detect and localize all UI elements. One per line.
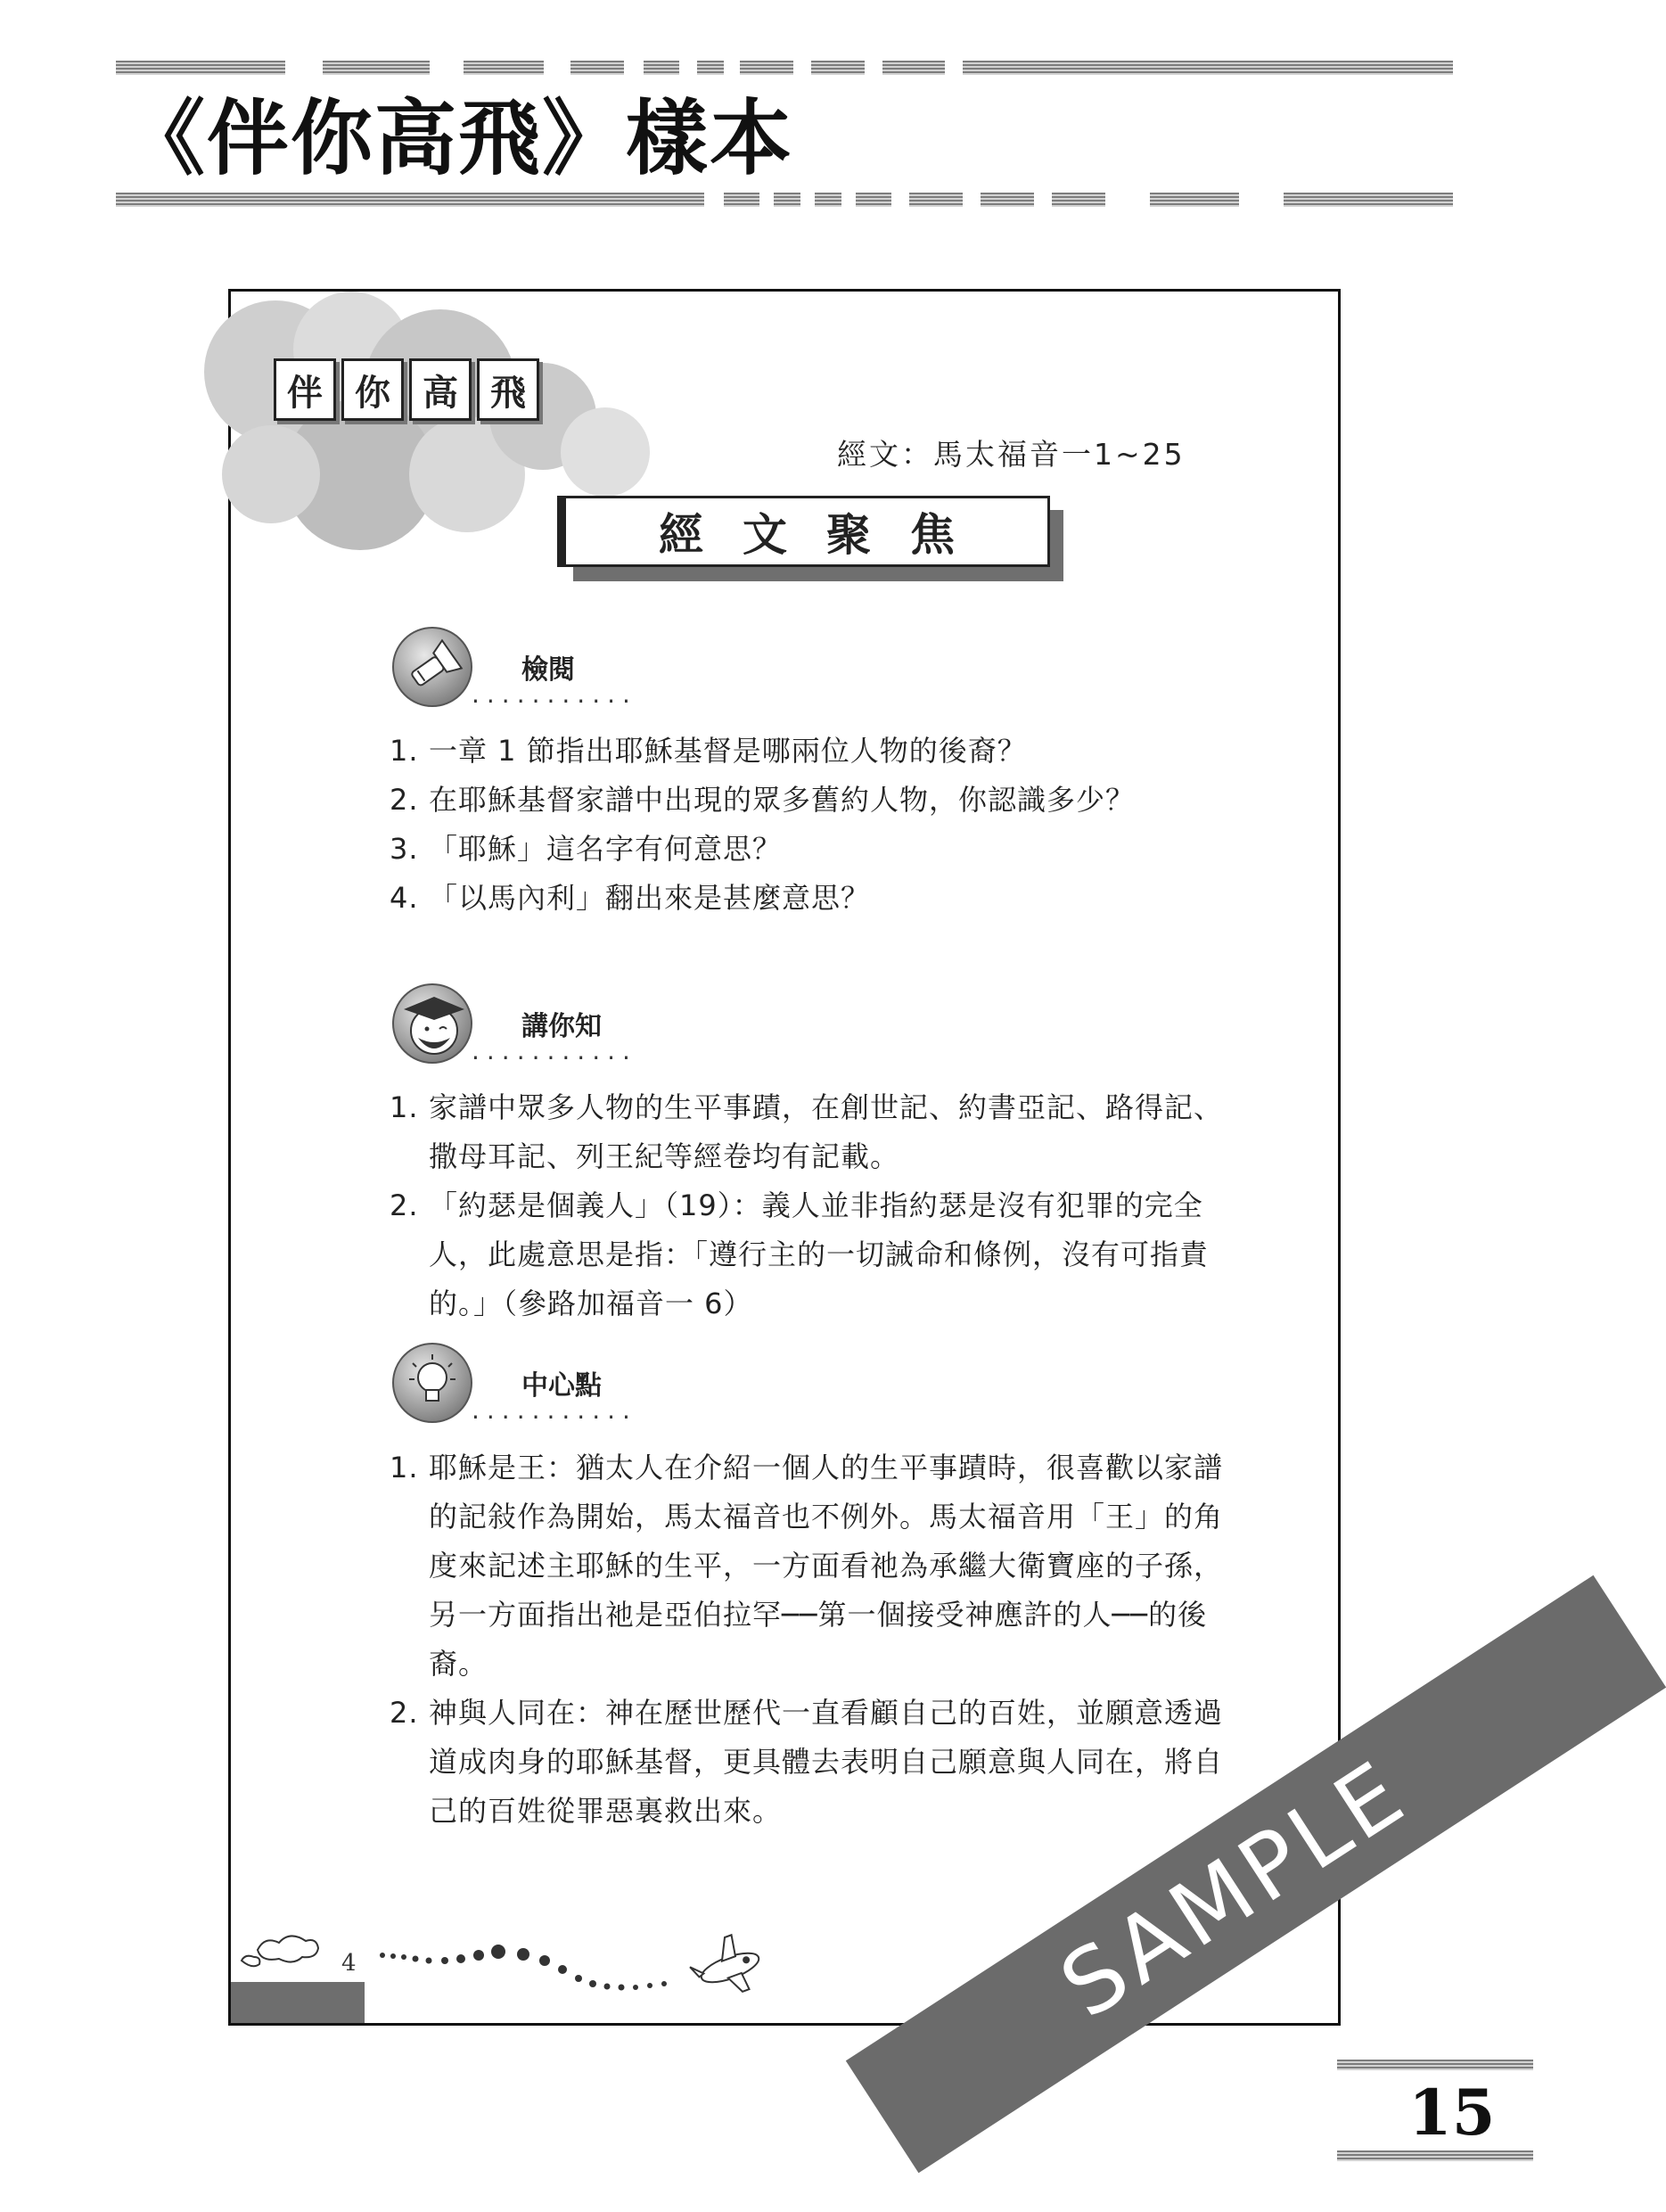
header-bar-top-6 xyxy=(697,61,724,75)
dotted-trail-decoration xyxy=(231,292,1338,2023)
header-bar-bottom-3 xyxy=(774,193,800,207)
page-number: 15 xyxy=(1408,2076,1496,2150)
item-number: 4. xyxy=(390,881,419,915)
focus-title: 經文聚焦 xyxy=(659,509,994,561)
sample-watermark-text: SAMPLE xyxy=(1042,1739,1425,2038)
brand-char: 飛 xyxy=(477,358,539,421)
section-title: 中心點 xyxy=(521,1370,602,1402)
header-bar-top-1 xyxy=(116,61,285,75)
item-number: 2. xyxy=(390,1188,419,1222)
header-bar-top-2 xyxy=(323,61,430,75)
item-text: 家譜中眾多人物的生平事蹟，在創世記、約書亞記、路得記、撒母耳記、列王紀等經卷均有記載。 xyxy=(429,1090,1224,1173)
item-text: 「以馬內利」翻出來是甚麼意思？ xyxy=(429,881,871,915)
item-number: 2. xyxy=(390,1696,419,1730)
inner-page-frame xyxy=(228,289,1425,2038)
dotted-separator: ........... xyxy=(472,1395,637,1425)
item-number: 1. xyxy=(390,1090,419,1124)
page-number-bar-bottom xyxy=(1337,2150,1533,2161)
header-bar-top-4 xyxy=(570,61,624,75)
dotted-separator: ........... xyxy=(472,679,637,709)
item-text: 在耶穌基督家譜中出現的眾多舊約人物，你認識多少？ xyxy=(429,783,1136,817)
corner-decoration xyxy=(231,1982,365,2023)
brand-char: 高 xyxy=(409,358,472,421)
header-bar-bottom-4 xyxy=(815,193,841,207)
inner-page-number: 4 xyxy=(341,1950,357,1977)
brand-char: 伴 xyxy=(274,358,336,421)
item-number: 1. xyxy=(390,734,419,768)
section-title: 檢閱 xyxy=(521,654,575,686)
section-title: 講你知 xyxy=(521,1011,602,1042)
header-bar-bottom-1 xyxy=(116,193,704,207)
scripture-reference: 經文：馬太福音一1~25 xyxy=(837,437,1186,472)
page-number-bar-top xyxy=(1337,2060,1533,2070)
item-text: 耶穌是王：猶太人在介紹一個人的生平事蹟時，很喜歡以家譜的記敍作為開始，馬太福音也不例外。馬太福音用「王」的角度來記述主耶穌的生平，一方面看祂為承繼大衛寶座的子孫，另一方面指出祂是亞伯拉罕──第一個接受神應許的人──的後裔。 xyxy=(429,1451,1224,1681)
item-text: 一章 1 節指出耶穌基督是哪兩位人物的後裔？ xyxy=(429,734,1027,768)
header-bar-bottom-5 xyxy=(856,193,891,207)
header-bar-bottom-7 xyxy=(981,193,1034,207)
header-bar-top-3 xyxy=(464,61,544,75)
header-bar-bottom-8 xyxy=(1052,193,1105,207)
page-title: 《伴你高飛》樣本 xyxy=(123,90,794,186)
brand-char: 你 xyxy=(341,358,404,421)
item-number: 1. xyxy=(390,1451,419,1484)
item-text: 「約瑟是個義人」（19）：義人並非指約瑟是沒有犯罪的完全人，此處意思是指：「遵行主的一切誡命和條例，沒有可指責的。」（參路加福音一 6） xyxy=(429,1188,1210,1320)
header-bar-top-9 xyxy=(882,61,945,75)
header-bar-top-8 xyxy=(811,61,865,75)
header-bar-bottom-6 xyxy=(909,193,963,207)
item-text: 神與人同在：神在歷世歷代一直看顧自己的百姓，並願意透過道成肉身的耶穌基督，更具體去表明自己願意與人同在，將自己的百姓從罪惡裏救出來。 xyxy=(429,1696,1224,1828)
header-bar-top-10 xyxy=(963,61,1453,75)
header-bar-bottom-10 xyxy=(1284,193,1453,207)
item-text: 「耶穌」這名字有何意思？ xyxy=(429,832,783,866)
header-bar-top-5 xyxy=(644,61,679,75)
dotted-separator: ........... xyxy=(472,1036,637,1065)
header-bar-top-7 xyxy=(740,61,793,75)
header-bar-bottom-2 xyxy=(724,193,759,207)
item-number: 2. xyxy=(390,783,419,817)
item-number: 3. xyxy=(390,832,419,866)
header-bar-bottom-9 xyxy=(1150,193,1239,207)
